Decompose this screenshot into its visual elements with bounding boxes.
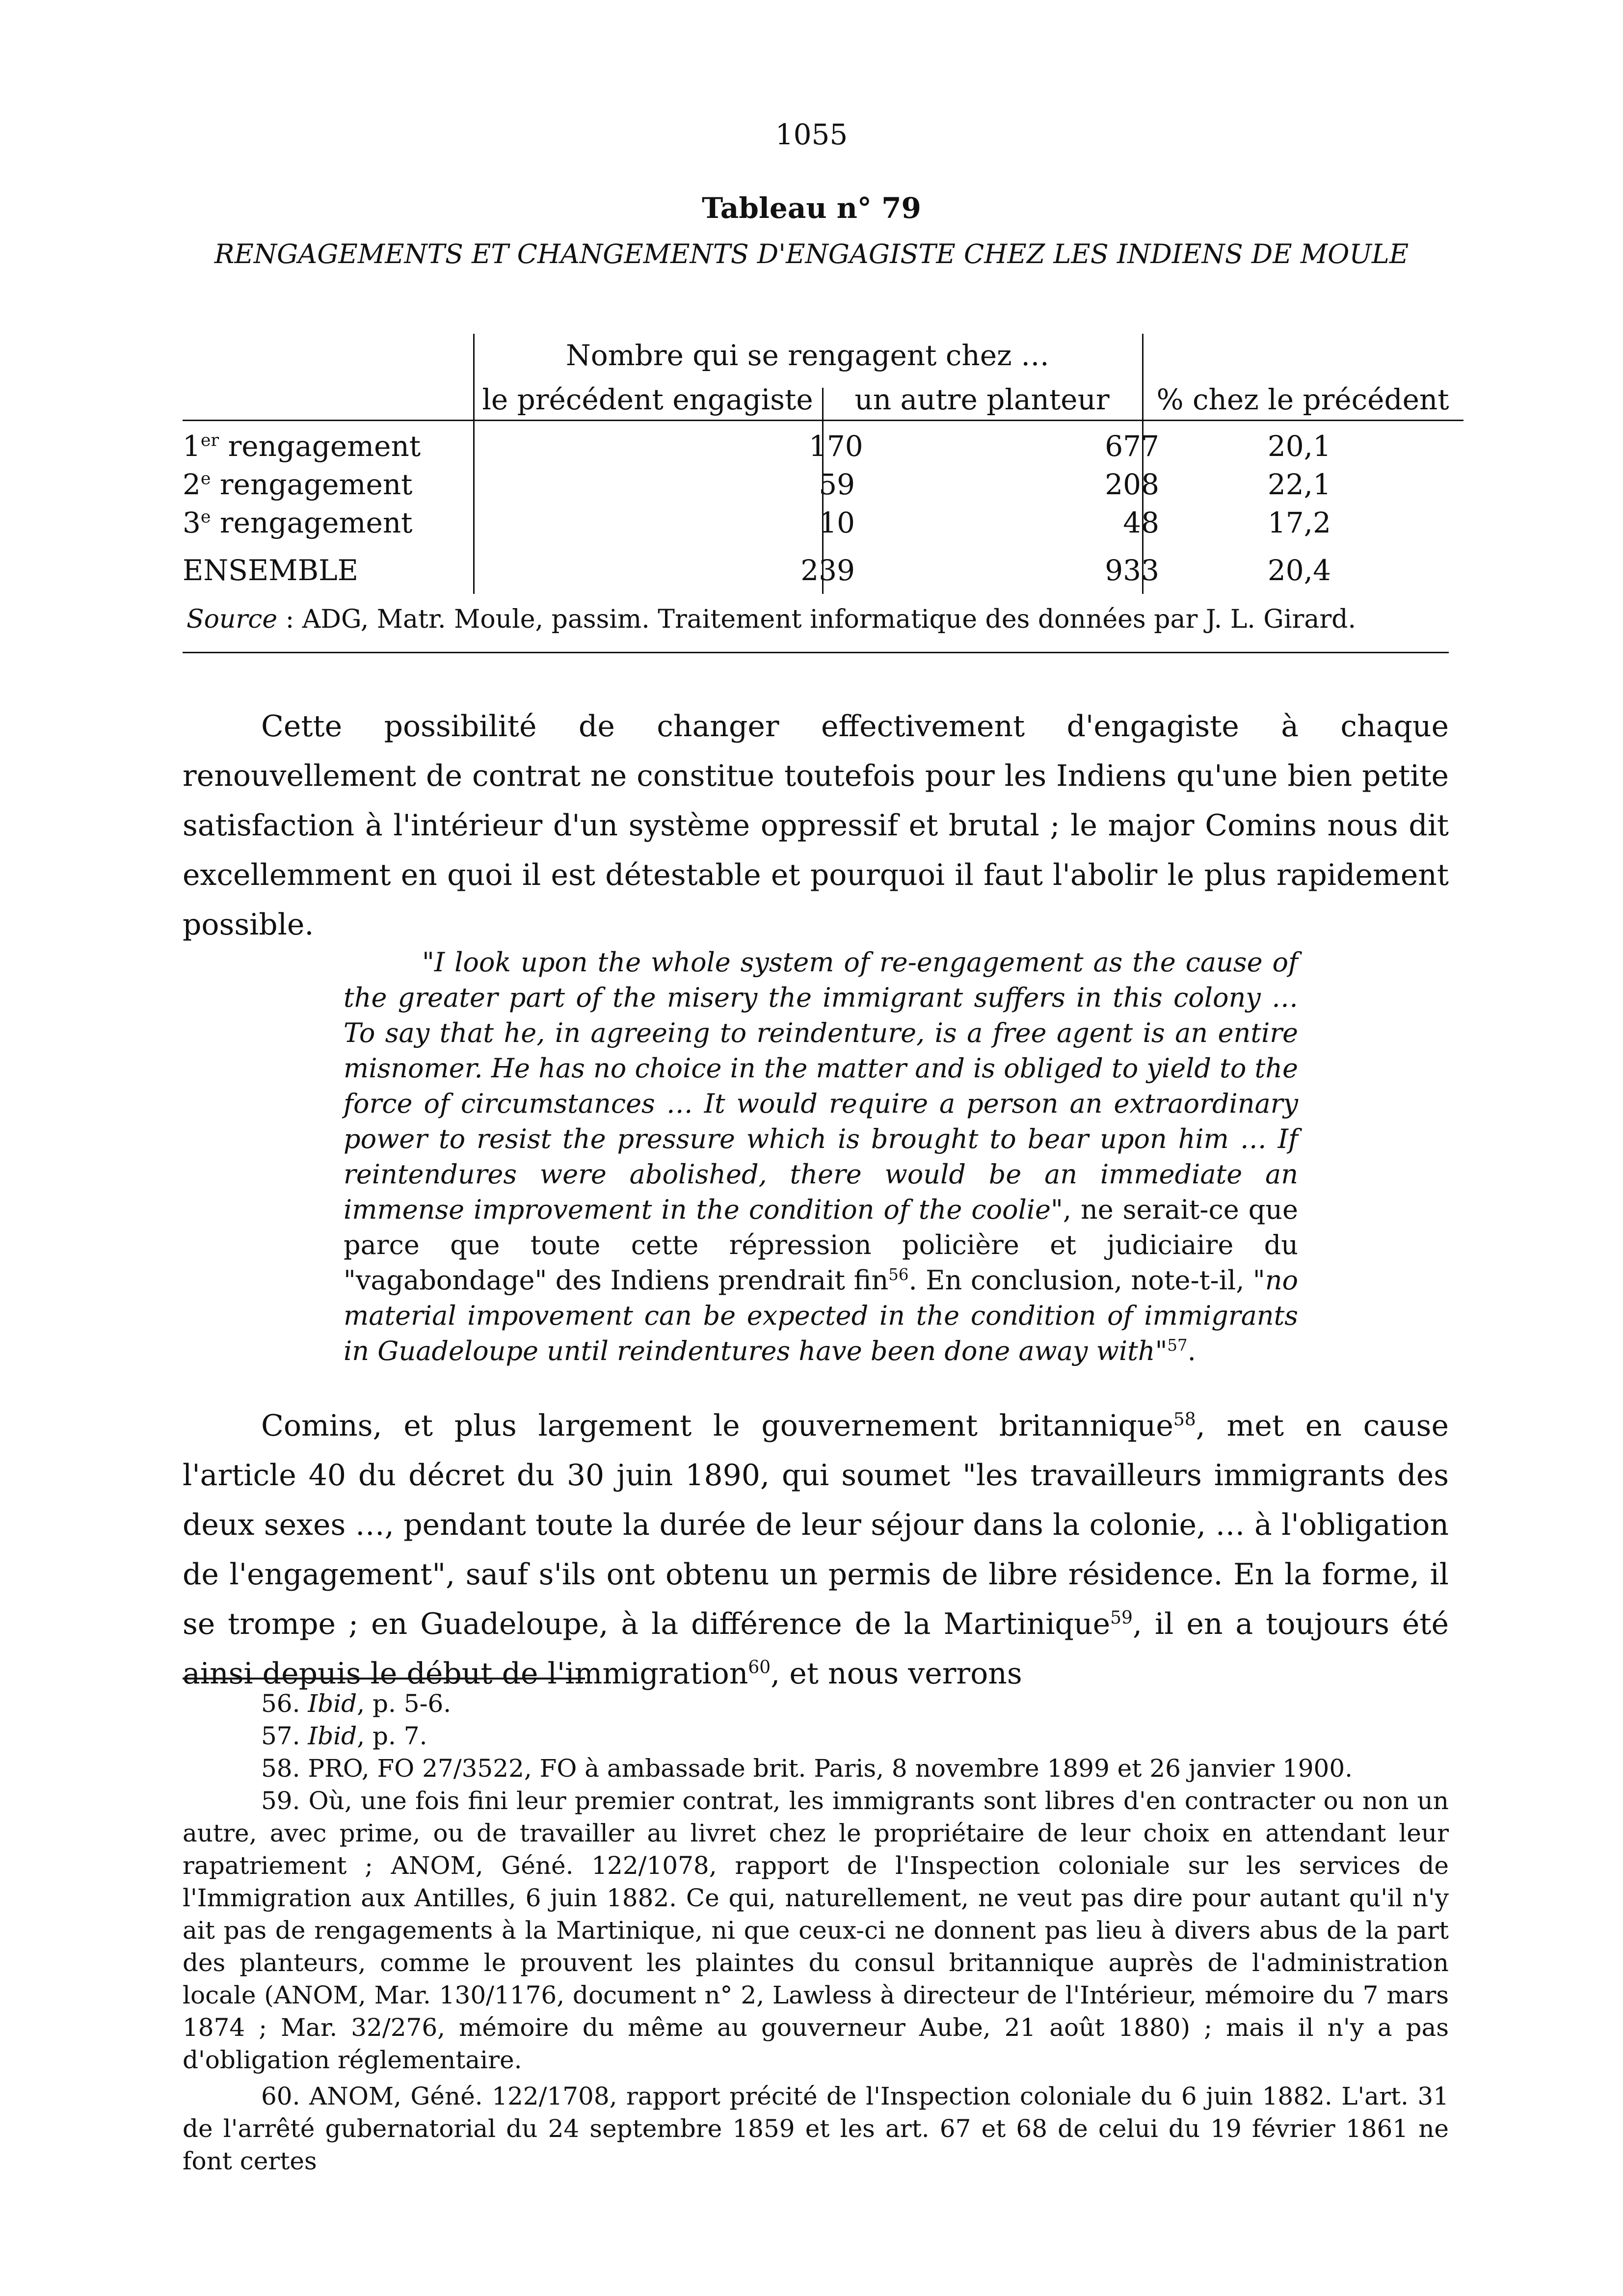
body-paragraph-2: Comins, et plus largement le gouvernement britannique$^{58}$, met en cause l'article 40 du décret du 30 juin 1890, qui soumet "les travailleurs immigrants des deux sexes …, pendant toute la durée de leur séjour dans la colonie, … à l'obligation de l'engagement", sauf s'ils ont obtenu un permis de libre résidence. En la forme, il se trompe ; en Guadeloupe, à la différence de la Martinique$^{59}$, il en a toujours été ainsi depuis le début de l'immigration$^{60}$, et nous verrons [183, 1409, 1449, 1691]
col-header-other: un autre planteur [854, 383, 1110, 416]
footnote-56: 56. Ibid, p. 5-6. [261, 1689, 452, 1718]
table-cell: 20,4 [1267, 554, 1331, 587]
footnote-57: 57. Ibid, p. 7. [261, 1722, 427, 1750]
table-cell: 20,1 [1267, 429, 1331, 463]
footnote-58: 58. PRO, FO 27/3522, FO à ambassade brit. Paris, 8 novembre 1899 et 26 janvier 1900. [261, 1754, 1353, 1783]
footnote-59: 59. Où, une fois fini leur premier contrat, les immigrants sont libres d'en contracter ou non un autre, avec prime, ou de travailler au livret chez le propriétaire de leur choix en attendant leur rapatriement ; ANOM, Géné. 122/1078, rapport de l'Inspection coloniale sur les services de l'Immigration aux Antilles, 6 juin 1882. Ce qui, naturellement, ne veut pas dire pour autant qu'il n'y ait pas de rengagements à la Martinique, ni que ceux-ci ne donnent pas lieu à divers abus de la part des planteurs, comme le prouvent les plaintes du consul britannique auprès de l'administration locale (ANOM, Mar. 130/1176, document n° 2, Lawless à directeur de l'Intérieur, mémoire du 7 mars 1874 ; Mar. 32/276, mémoire du même au gouverneur Aube, 21 août 1880) ; mais il n'y a pas d'obligation réglementaire. [183, 1787, 1449, 2074]
row-label: 2e rengagement [183, 468, 413, 501]
block-quote: "I look upon the whole system of re-engagement as the cause of the greater part of the misery the immigrant suffers in this colony … To say that he, in agreeing to reindenture, is a free agent is an entire misnomer. He has no choice in the matter and is obliged to yield to the force of circumstances … It would require a person an extraordinary power to resist the pressure which is brought to bear upon him … If reintendures were abolished, there would be an immediate an immense improvement in the condition of the coolie", ne serait-ce que parce que toute cette répression policière et judiciaire du "vagabondage" des Indiens prendrait fin$^{56}$. En conclusion, note-t-il, "no material impovement can be expected in the condition of immigrants in Guadeloupe until reindentures have been done away with"$^{57}$. [344, 947, 1299, 1366]
table-cell: 22,1 [1267, 468, 1331, 501]
table-title: Tableau n° 79 [702, 191, 921, 225]
table-cell: 677 [1105, 429, 1159, 463]
total-label: ENSEMBLE [183, 554, 359, 587]
page-number: 1055 [775, 118, 848, 151]
table-cell: 10 [819, 506, 855, 539]
table-source: Source : ADG, Matr. Moule, passim. Traitement informatique des données par J. L. Girard. [186, 605, 1356, 634]
table-cell: 170 [809, 429, 863, 463]
col-header-percent: % chez le précédent [1156, 383, 1449, 416]
table-subtitle: RENGAGEMENTS ET CHANGEMENTS D'ENGAGISTE CHEZ LES INDIENS DE MOULE [214, 239, 1409, 269]
row-label: 1er rengagement [183, 429, 421, 463]
table-cell: 48 [1123, 506, 1159, 539]
table-header-rule [183, 420, 1463, 421]
group-header: Nombre qui se rengagent chez … [565, 339, 1050, 372]
data-table [183, 334, 1463, 648]
table-cell: 933 [1105, 554, 1159, 587]
row-label: 3e rengagement [183, 506, 413, 539]
body-paragraph-1: Cette possibilité de changer effectivement d'engagiste à chaque renouvellement de contrat ne constitue toutefois pour les Indiens qu'une bien petite satisfaction à l'intérieur d'un système oppressif et brutal ; le major Comins nous dit excellemment en quoi il est détestable et pourquoi il faut l'abolir le plus rapidement possible. [183, 709, 1449, 942]
table-cell: 59 [819, 468, 855, 501]
footnotes [183, 1687, 1449, 2177]
table-bottom-rule [183, 652, 1449, 653]
footnote-60: 60. ANOM, Géné. 122/1708, rapport précité de l'Inspection coloniale du 6 juin 1882. L'art. 31 de l'arrêté gubernatorial du 24 septembre 1859 et les art. 67 et 68 de celui du 19 février 1861 ne font certes [183, 2082, 1449, 2175]
table-vrule-1 [473, 334, 475, 594]
col-header-previous: le précédent engagiste [482, 383, 813, 416]
table-cell: 208 [1105, 468, 1159, 501]
footnote-rule [183, 1678, 585, 1680]
table-cell: 17,2 [1267, 506, 1331, 539]
table-cell: 239 [800, 554, 855, 587]
